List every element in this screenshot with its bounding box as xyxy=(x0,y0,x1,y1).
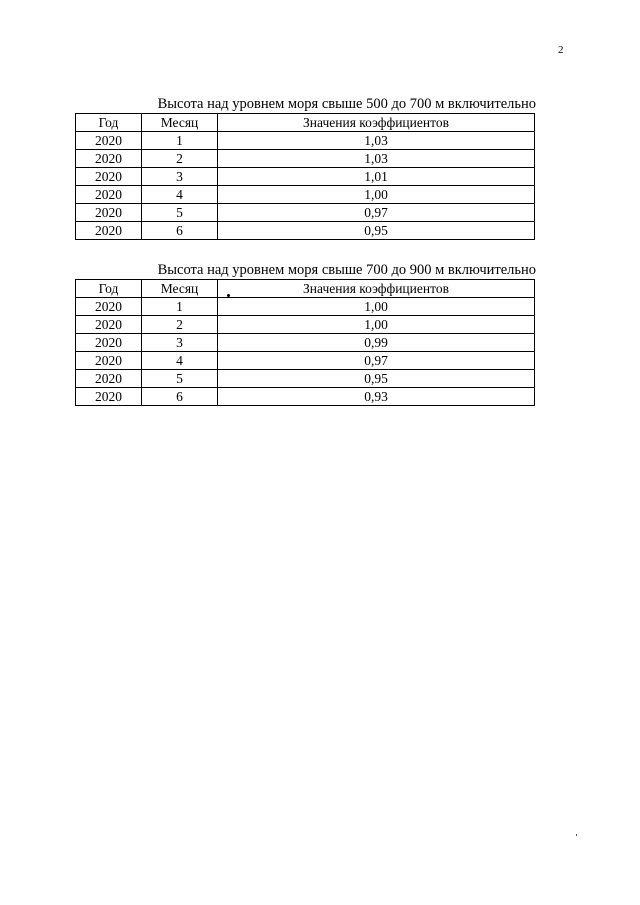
cell-year: 2020 xyxy=(76,370,142,388)
cell-year: 2020 xyxy=(76,334,142,352)
cell-year: 2020 xyxy=(76,168,142,186)
table-row xyxy=(76,316,535,334)
coefficient-table-block-500-700 xyxy=(75,96,534,240)
cell-value: 0,95 xyxy=(218,370,535,388)
cell-value: 1,00 xyxy=(218,186,535,204)
cell-value: 0,99 xyxy=(218,334,535,352)
page-number: 2 xyxy=(558,44,564,56)
header-month: Месяц xyxy=(142,280,218,298)
table-header-row xyxy=(76,280,535,298)
table-row xyxy=(76,298,535,316)
cell-value: 0,93 xyxy=(218,388,535,406)
scan-speck xyxy=(227,294,230,297)
header-year: Год xyxy=(76,280,142,298)
cell-month: 1 xyxy=(142,132,218,150)
cell-year: 2020 xyxy=(76,150,142,168)
coefficient-table-block-700-900 xyxy=(75,262,534,406)
table-row xyxy=(76,222,535,240)
table-header-row xyxy=(76,114,535,132)
cell-value: 1,03 xyxy=(218,132,535,150)
table-row xyxy=(76,388,535,406)
header-value: Значения коэффициентов xyxy=(218,280,535,298)
cell-value: 0,97 xyxy=(218,204,535,222)
cell-year: 2020 xyxy=(76,352,142,370)
coefficient-table xyxy=(75,113,535,240)
cell-year: 2020 xyxy=(76,388,142,406)
cell-year: 2020 xyxy=(76,186,142,204)
cell-month: 6 xyxy=(142,222,218,240)
cell-month: 4 xyxy=(142,186,218,204)
table-row xyxy=(76,132,535,150)
table-title: Высота над уровнем моря свыше 500 до 700 м включительно xyxy=(157,96,536,112)
coefficient-table xyxy=(75,279,535,406)
cell-value: 1,00 xyxy=(218,316,535,334)
cell-month: 2 xyxy=(142,316,218,334)
header-month: Месяц xyxy=(142,114,218,132)
cell-month: 4 xyxy=(142,352,218,370)
table-row xyxy=(76,168,535,186)
cell-value: 0,97 xyxy=(218,352,535,370)
table-row xyxy=(76,334,535,352)
cell-month: 3 xyxy=(142,168,218,186)
table-title: Высота над уровнем моря свыше 700 до 900 м включительно xyxy=(157,262,536,278)
cell-value: 1,00 xyxy=(218,298,535,316)
cell-month: 3 xyxy=(142,334,218,352)
cell-month: 5 xyxy=(142,370,218,388)
cell-value: 0,95 xyxy=(218,222,535,240)
table-row xyxy=(76,186,535,204)
header-year: Год xyxy=(76,114,142,132)
cell-year: 2020 xyxy=(76,298,142,316)
table-row xyxy=(76,352,535,370)
cell-year: 2020 xyxy=(76,222,142,240)
cell-year: 2020 xyxy=(76,316,142,334)
header-value: Значения коэффициентов xyxy=(218,114,535,132)
table-row xyxy=(76,370,535,388)
cell-month: 5 xyxy=(142,204,218,222)
cell-month: 2 xyxy=(142,150,218,168)
cell-month: 6 xyxy=(142,388,218,406)
cell-year: 2020 xyxy=(76,132,142,150)
cell-month: 1 xyxy=(142,298,218,316)
cell-year: 2020 xyxy=(76,204,142,222)
cell-value: 1,03 xyxy=(218,150,535,168)
table-row xyxy=(76,204,535,222)
table-row xyxy=(76,150,535,168)
cell-value: 1,01 xyxy=(218,168,535,186)
scan-speck xyxy=(576,834,577,836)
